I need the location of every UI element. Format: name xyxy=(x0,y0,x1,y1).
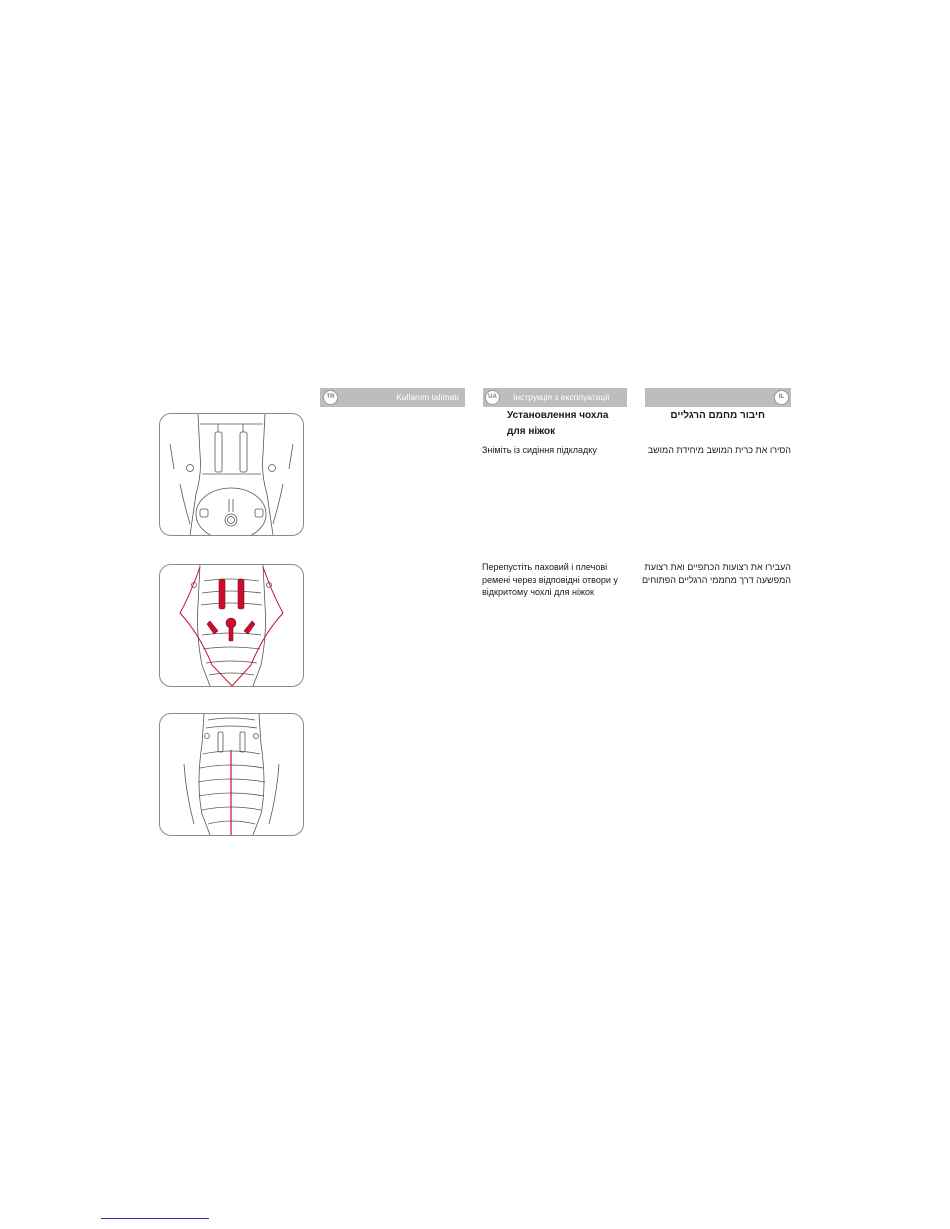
footer-divider xyxy=(101,1218,209,1219)
illustration-open-footmuff xyxy=(159,564,304,687)
illustration-seat-without-pad xyxy=(159,413,304,536)
header-tr-label: Kullanım talimatı xyxy=(396,392,459,402)
ua-step2-line2: ремені через відповідні отвори у xyxy=(482,574,618,585)
header-ua-label: Інструкція з експлуатації xyxy=(513,392,610,402)
badge-ua: UA xyxy=(485,390,500,405)
il-step2-line2: המפשעה דרך מחממי הרגליים הפתוחים xyxy=(641,574,791,585)
header-tr xyxy=(320,388,465,407)
il-step1: הסירו את כרית המושב מיחידת המושב xyxy=(647,445,791,455)
ua-step1: Зніміть із сидіння підкладку xyxy=(482,445,597,455)
badge-il: IL xyxy=(774,390,789,405)
ua-step2-line3: відкритому чохлі для ніжок xyxy=(482,587,594,597)
header-il xyxy=(645,388,791,407)
seat-drawing-1 xyxy=(160,414,303,535)
seat-drawing-3 xyxy=(160,714,303,835)
il-title: חיבור מחמם הרגליים xyxy=(670,410,765,421)
header-ua xyxy=(483,388,627,407)
illustration-closed-footmuff xyxy=(159,713,304,836)
ua-title-line2: для ніжок xyxy=(507,426,556,437)
il-step2-line1: העבירו את רצועות הכתפיים ואת רצועת xyxy=(644,562,791,572)
ua-step2-line1: Перепустіть паховий і плечові xyxy=(482,562,608,572)
seat-drawing-2 xyxy=(160,565,303,686)
badge-tr: TR xyxy=(323,390,338,405)
ua-title-line1: Установлення чохла xyxy=(507,410,609,421)
